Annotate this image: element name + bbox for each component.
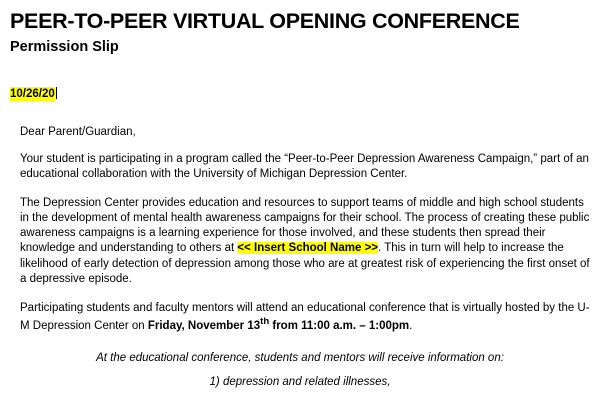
paragraph-2 [20, 196, 590, 287]
paragraph-3-text-before: Participating students and faculty mentors will attend an educational conference that is virtually hosted by the U-M Depression Center on [20, 301, 590, 332]
paragraph-3 [20, 301, 590, 334]
text-cursor [56, 87, 57, 99]
date-field-line [10, 84, 590, 100]
salutation: Dear Parent/Guardian, [20, 125, 136, 138]
school-name-placeholder[interactable]: << Insert School Name >> [237, 242, 379, 255]
conference-time: from 11:00 a.m. – 1:00pm [269, 319, 410, 332]
page-subtitle: Permission Slip [10, 38, 119, 55]
conference-date-ordinal: th [260, 316, 270, 328]
paragraph-2-text-after: . This in turn will help to increase the likelihood of early detection of depression among those who are at greatest risk of experiencing the first onset of a depressive episode. [20, 242, 590, 285]
page-title: PEER-TO-PEER VIRTUAL OPENING CONFERENCE [10, 9, 520, 33]
info-intro: At the educational conference, students and mentors will receive information on: [96, 352, 504, 365]
paragraph-2-text-before: The Depression Center provides education and resources to support teams of middle and high school students in the development of mental health awareness campaigns for their school. The process of creating these public awareness campaigns is a learning experience for those involved, and these students then spread their knowledge and understanding to others at [20, 196, 590, 255]
paragraph-3-text-after: . [409, 319, 413, 332]
date-field[interactable]: 10/26/20 [10, 87, 55, 100]
paragraph-1: Your student is participating in a program called the “Peer-to-Peer Depression Awareness Campaign,” part of an educational collaboration with the University of Michigan Depression Center. [20, 152, 589, 180]
conference-date: Friday, November 13 [147, 319, 261, 332]
info-list-item-1: 1) depression and related illnesses, [209, 376, 391, 389]
